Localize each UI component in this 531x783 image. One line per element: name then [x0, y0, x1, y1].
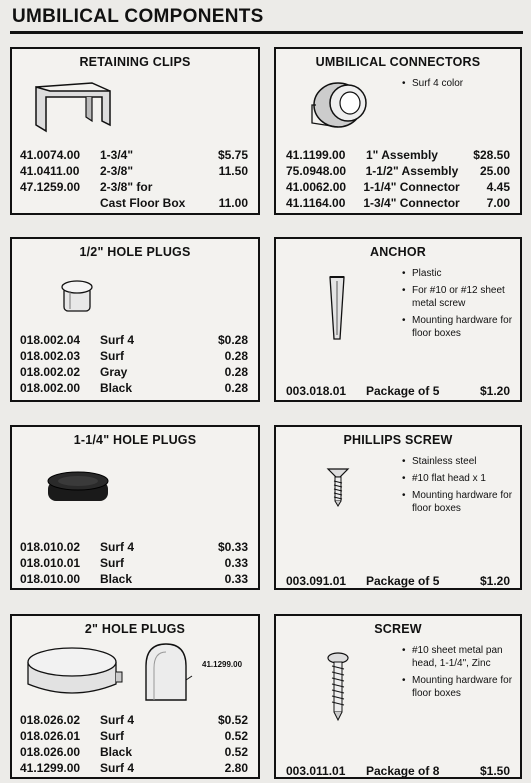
table-row: 41.1164.00 1-3/4" Connector 7.00	[286, 196, 510, 210]
box-title: 2" HOLE PLUGS	[84, 622, 186, 636]
connector-illustration	[308, 75, 378, 133]
note: • Stainless steel	[402, 455, 518, 468]
table-row: 018.026.01 Surf 0.52	[20, 729, 248, 743]
table-row: 41.0062.00 1-1/4" Connector 4.45	[286, 180, 510, 194]
table-row: 018.010.01 Surf 0.33	[20, 556, 248, 570]
table-row: 018.010.02 Surf 4 $0.33	[20, 540, 248, 554]
note: • #10 sheet metal pan head, 1-1/4", Zinc	[402, 644, 518, 670]
retaining-clips-box	[10, 47, 260, 215]
table-row: 003.011.01 Package of 8 $1.50	[286, 764, 510, 778]
screw-illustration	[326, 652, 350, 722]
note: • Mounting hardware for floor boxes	[402, 314, 518, 340]
note: • Plastic	[402, 267, 518, 280]
note: • #10 flat head x 1	[402, 472, 518, 485]
table-row: 018.002.02 Gray 0.28	[20, 365, 248, 379]
table-row: 018.002.04 Surf 4 $0.28	[20, 333, 248, 347]
umbilical-connectors-box	[274, 47, 522, 215]
table-row: 47.1259.00 2-3/8" for	[20, 180, 153, 194]
table-row: 003.018.01 Package of 5 $1.20	[286, 384, 510, 398]
note: • For #10 or #12 sheet metal screw	[402, 284, 518, 310]
anchor-illustration	[324, 273, 350, 343]
box-title: PHILLIPS SCREW	[343, 433, 453, 447]
box-title: UMBILICAL CONNECTORS	[315, 55, 481, 69]
box-title: 1/2" HOLE PLUGS	[79, 245, 191, 259]
table-row: 41.1299.00 Surf 4 2.80	[20, 761, 248, 775]
table-row: 018.002.00 Black 0.28	[20, 381, 248, 395]
table-row: 018.026.00 Black 0.52	[20, 745, 248, 759]
one-quarter-hole-plugs-box	[10, 425, 260, 590]
table-row: Cast Floor Box 11.00	[100, 196, 248, 210]
table-row: 018.026.02 Surf 4 $0.52	[20, 713, 248, 727]
retaining-clip-illustration	[30, 75, 120, 135]
screw-box	[274, 614, 522, 779]
two-inch-plug-illustration	[24, 638, 124, 698]
half-inch-hole-plugs-box	[10, 237, 260, 402]
note: • Mounting hardware for floor boxes	[402, 674, 518, 700]
table-row: 41.1199.00 1" Assembly $28.50	[286, 148, 510, 162]
table-row: 018.002.03 Surf 0.28	[20, 349, 248, 363]
two-inch-hole-plugs-box	[10, 614, 260, 779]
note: • Surf 4 color	[402, 77, 514, 90]
phillips-screw-box	[274, 425, 522, 590]
one-quarter-plug-illustration	[42, 469, 116, 509]
title-rule	[10, 31, 523, 34]
cover-plug-illustration	[142, 640, 194, 704]
note: • Mounting hardware for floor boxes	[402, 489, 518, 515]
box-title: ANCHOR	[369, 245, 427, 259]
box-title: SCREW	[374, 622, 422, 636]
box-title: RETAINING CLIPS	[79, 55, 191, 69]
box-title: 1-1/4" HOLE PLUGS	[73, 433, 197, 447]
part-callout: 41.1299.00	[202, 660, 243, 669]
anchor-box	[274, 237, 522, 402]
table-row: 018.010.00 Black 0.33	[20, 572, 248, 586]
table-row: 41.0411.00 2-3/8" 11.50	[20, 164, 248, 178]
table-row: 75.0948.00 1-1/2" Assembly 25.00	[286, 164, 510, 178]
table-row: 41.0074.00 1-3/4" $5.75	[20, 148, 248, 162]
page-title: UMBILICAL COMPONENTS	[12, 6, 264, 27]
half-inch-plug-illustration	[56, 277, 100, 317]
phillips-screw-illustration	[326, 465, 350, 507]
table-row: 003.091.01 Package of 5 $1.20	[286, 574, 510, 588]
